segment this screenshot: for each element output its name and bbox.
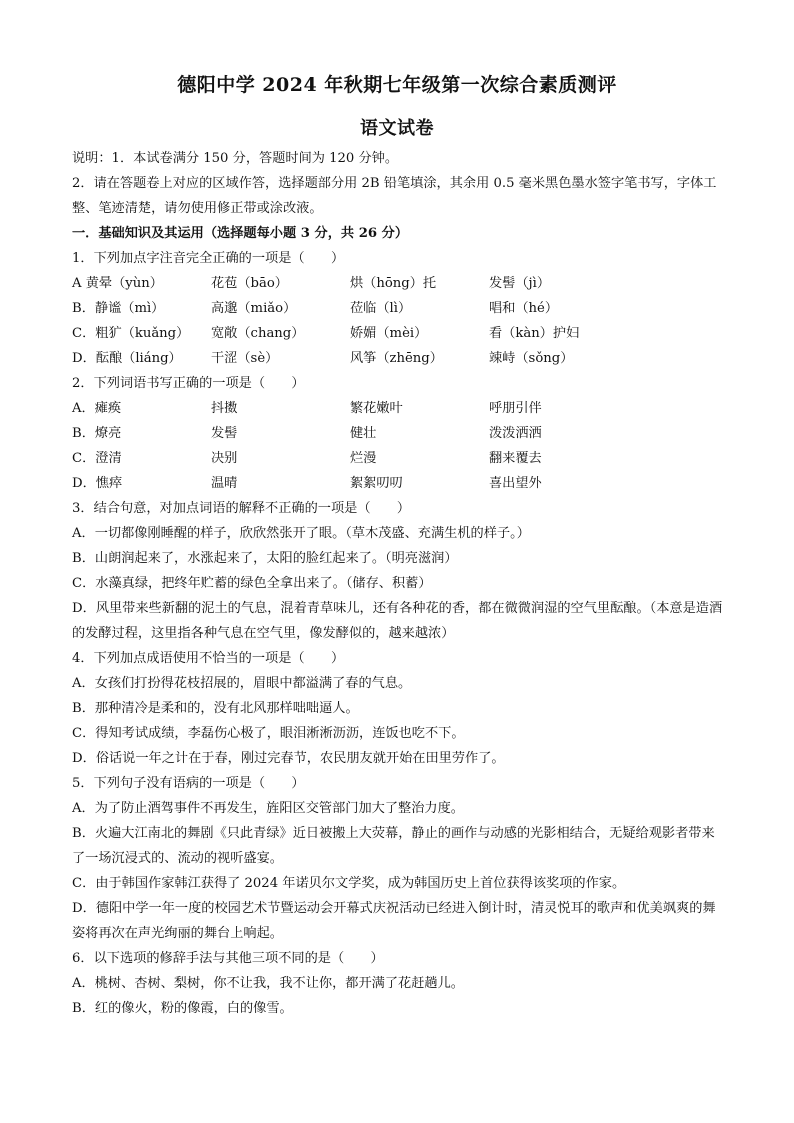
question-5-option-d: D．德阳中学一年一度的校园艺术节暨运动会开幕式庆祝活动已经进入倒计时，清灵悦耳的歌声和优美飒爽的舞姿将再次在声光绚丽的舞台上响起。: [72, 901, 716, 941]
option-cell: 呼朋引伴: [489, 401, 542, 416]
option-cell: 决别: [211, 451, 238, 466]
question-6-stem: 6．以下选项的修辞手法与其他三项不同的是（ ）: [72, 951, 384, 966]
option-cell: 莅临（lì）: [350, 301, 412, 316]
instruction-line-2: 2．请在答题卷上对应的区域作答，选择题部分用 2B 铅笔填涂，其余用 0.5 毫米黑色墨水签字笔书写，字体工整、笔迹清楚，请勿使用修正带或涂改液。: [72, 176, 717, 216]
option-cell: 健壮: [350, 426, 377, 441]
question-4-option-b: B．那种清冷是柔和的，没有北风那样咄咄逼人。: [72, 701, 359, 716]
question-4-option-c: C．得知考试成绩，李磊伤心极了，眼泪淅淅沥沥，连饭也吃不下。: [72, 726, 465, 741]
question-2-option-row: [72, 446, 724, 471]
question-2-option-row: [72, 421, 724, 446]
option-cell: 抖擞: [211, 401, 238, 416]
option-cell: B．燎亮: [72, 426, 122, 441]
question-1-option-row: [72, 346, 724, 371]
question-3-option-d: D．风里带来些新翻的泥土的气息，混着青草味儿，还有各种花的香，都在微微润湿的空气里酝酿。（本意是造酒的发酵过程，这里指各种气息在空气里，像发酵似的，越来越浓）: [72, 601, 723, 641]
option-cell: 温晴: [211, 476, 238, 491]
option-cell: 唱和（hé）: [489, 301, 559, 316]
option-cell: 繁花嫩叶: [350, 401, 403, 416]
exam-subtitle: 语文试卷: [360, 118, 434, 139]
option-cell: 娇媚（mèi）: [350, 326, 428, 341]
question-1-option-row: [72, 296, 724, 321]
option-cell: D．憔瘁: [72, 476, 123, 491]
option-cell: 泼泼洒洒: [489, 426, 542, 441]
option-cell: 看（kàn）护妇: [489, 326, 580, 341]
option-cell: 喜出望外: [489, 476, 542, 491]
option-cell: 发髻（jì）: [489, 276, 551, 291]
option-cell: 宽敞（chang）: [211, 326, 305, 341]
question-4-stem: 4．下列加点成语使用不恰当的一项是（ ）: [72, 651, 345, 666]
question-5-option-a: A．为了防止酒驾事件不再发生，旌阳区交管部门加大了整治力度。: [72, 801, 464, 816]
question-4-option-a: A．女孩们打扮得花枝招展的，眉眼中都溢满了春的气息。: [72, 676, 412, 691]
question-3-option-b: B．山朗润起来了，水涨起来了，太阳的脸红起来了。（明亮滋润）: [72, 551, 458, 566]
option-cell: B．静谧（mì）: [72, 301, 165, 316]
option-cell: 高邈（miǎo）: [211, 301, 297, 316]
option-cell: 烘（hōng）托: [350, 276, 437, 291]
section-heading: 一．基础知识及其运用（选择题每小题 3 分，共 26 分）: [72, 226, 409, 241]
exam-content: [72, 146, 724, 1021]
question-4-option-d: D．俗话说一年之计在于春，刚过完春节，农民朋友就开始在田里劳作了。: [72, 751, 505, 766]
question-6-option-b: B．红的像火，粉的像霞，白的像雪。: [72, 1001, 293, 1016]
option-cell: 翻来覆去: [489, 451, 542, 466]
option-cell: 发髻: [211, 426, 238, 441]
question-3-option-c: C．水藻真绿，把终年贮蓄的绿色全拿出来了。（储存、积蓄）: [72, 576, 432, 591]
instruction-line-1: 说明：1．本试卷满分 150 分，答题时间为 120 分钟。: [72, 151, 399, 166]
option-cell: 花苞（bāo）: [211, 276, 288, 291]
question-1-option-row: [72, 321, 724, 346]
option-cell: 风筝（zhēng）: [350, 351, 443, 366]
option-cell: C．澄清: [72, 451, 122, 466]
question-1-stem: 1．下列加点字注音完全正确的一项是（ ）: [72, 251, 345, 266]
question-5-stem: 5．下列句子没有语病的一项是（ ）: [72, 776, 305, 791]
question-6-option-a: A．桃树、杏树、梨树，你不让我，我不让你，都开满了花赶趟儿。: [72, 976, 464, 991]
question-2-option-row: [72, 396, 724, 421]
question-5-option-c: C．由于韩国作家韩江获得了 2024 年诺贝尔文学奖，成为韩国历史上首位获得该奖项的作家。: [72, 876, 626, 891]
question-5-option-b: B．火遍大江南北的舞剧《只此青绿》近日被搬上大荧幕，静止的画作与动感的光影相结合，无疑给观影者带来了一场沉浸式的、流动的视听盛宴。: [72, 826, 715, 866]
option-cell: 烂漫: [350, 451, 377, 466]
option-cell: C．粗犷（kuǎng）: [72, 326, 190, 341]
option-cell: 竦峙（sǒng）: [489, 351, 574, 366]
option-cell: A．瘫痪: [72, 401, 122, 416]
exam-title: 德阳中学 2024 年秋期七年级第一次综合素质测评: [177, 74, 617, 96]
question-3-option-a: A．一切都像刚睡醒的样子，欣欣然张开了眼。（草木茂盛、充满生机的样子。）: [72, 526, 530, 541]
question-2-stem: 2．下列词语书写正确的一项是（ ）: [72, 376, 305, 391]
question-3-stem: 3．结合句意，对加点词语的解释不正确的一项是（ ）: [72, 501, 411, 516]
option-cell: 絮絮叨叨: [350, 476, 403, 491]
question-1-option-row: [72, 271, 724, 296]
option-cell: D．酝酿（liáng）: [72, 351, 182, 366]
option-cell: 干涩（sè）: [211, 351, 279, 366]
option-cell: A 黄晕（yùn）: [72, 276, 163, 291]
question-2-option-row: [72, 471, 724, 496]
